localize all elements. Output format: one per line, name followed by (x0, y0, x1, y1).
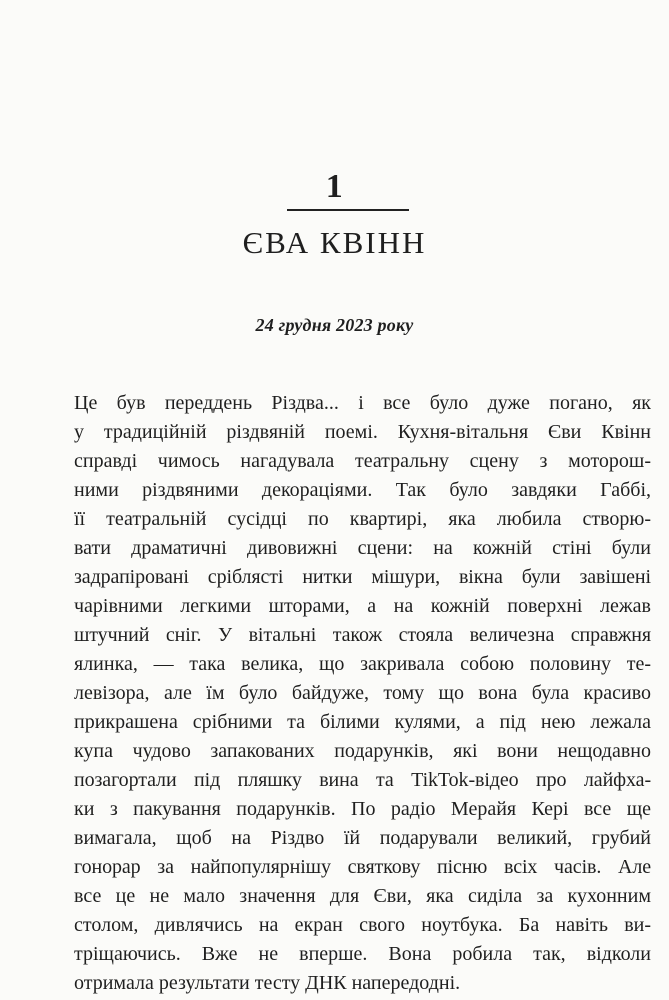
text-line: левізора, але їм було байдуже, тому що вона була красиво (74, 682, 651, 704)
text-line: у традиційній різдвяній поемі. Кухня-вітальня Єви Квінн (74, 421, 651, 443)
text-line: чарівними легкими шторами, а на кожній поверхні лежав (74, 595, 651, 617)
text-line: справді чимось нагадувала театральну сцену з моторош- (74, 450, 651, 472)
text-line: задрапіровані сріблясті нитки мішури, вікна були завішені (74, 566, 651, 588)
text-line: гонорар за найпопулярнішу святкову пісню всіх часів. Але (74, 856, 651, 878)
text-line: прикрашена срібними та білими кулями, а під нею лежала (74, 711, 651, 733)
text-line: купа чудово запакованих подарунків, які вони нещодавно (74, 740, 651, 762)
text-line: отримала результати тесту ДНК напередодні. (74, 972, 461, 994)
text-line: тріщаючись. Вже не вперше. Вона робила так, відколи (74, 943, 651, 965)
chapter-number: 1 (325, 168, 344, 205)
text-line: вати драматичні дивовижні сцени: на кожній стіні були (74, 537, 651, 559)
chapter-date: 24 грудня 2023 року (255, 315, 414, 335)
text-line: її театральній сусідці по квартирі, яка любила створю- (74, 508, 651, 530)
chapter-title: ЄВА КВІНН (242, 225, 427, 260)
text-line: все це не мало значення для Єви, яка сиділа за кухонним (74, 885, 651, 907)
text-line: ки з пакування подарунків. По радіо Мерайя Кері все ще (74, 798, 651, 820)
text-line: ялинка, — така велика, що закривала собою половину те- (74, 653, 651, 675)
text-line: Це був переддень Різдва... і все було дуже погано, як (74, 392, 651, 414)
text-line: штучний сніг. У вітальні також стояла величезна справжня (74, 624, 651, 646)
text-line: столом, дивлячись на екран свого ноутбука. Ба навіть ви- (74, 914, 651, 936)
text-line: ними різдвяними декораціями. Так було завдяки Габбі, (74, 479, 651, 501)
chapter-divider (287, 209, 409, 211)
text-line: вимагала, щоб на Різдво їй подарували великий, грубий (74, 827, 651, 849)
text-line: позагортали під пляшку вина та TikTok-відео про лайфха- (74, 769, 651, 791)
body-paragraph (74, 389, 651, 998)
